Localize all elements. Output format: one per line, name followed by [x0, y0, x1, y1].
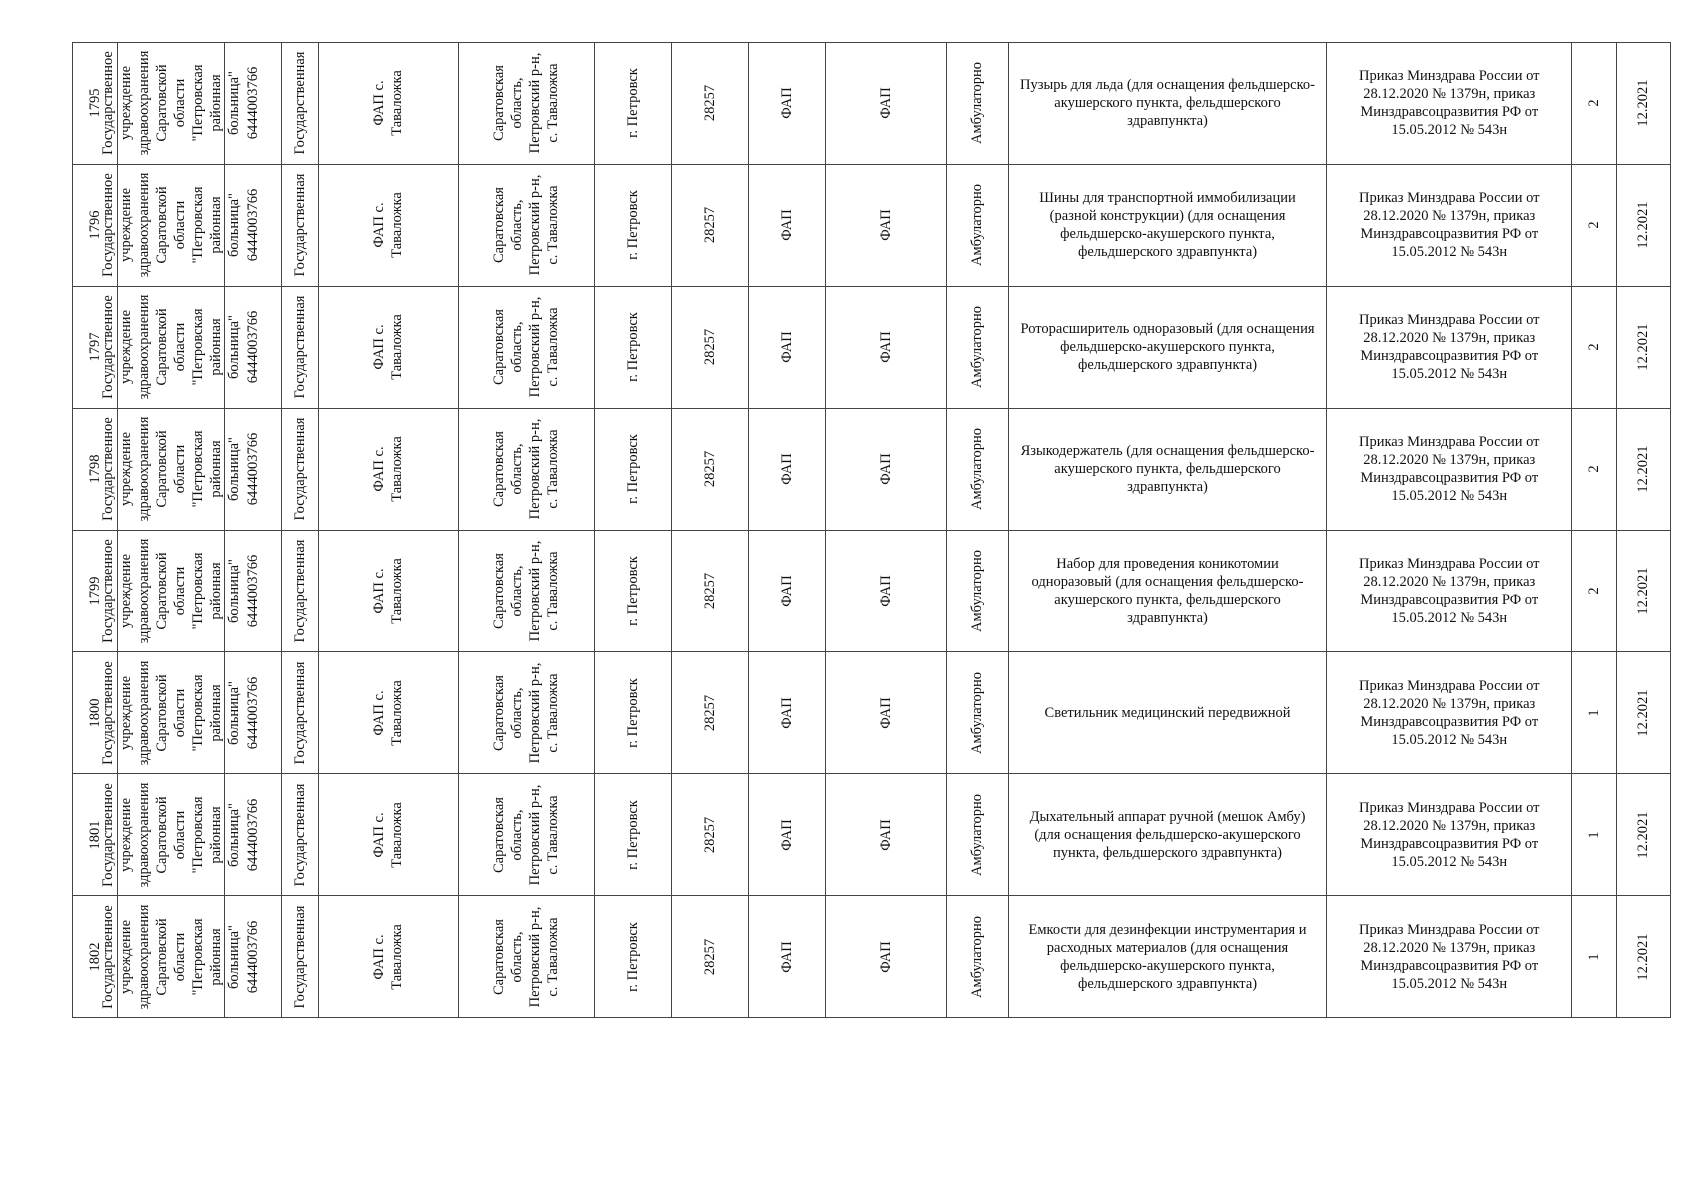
- oktmo-code-cell: [671, 408, 749, 530]
- table-row: [73, 408, 1671, 530]
- quantity-cell: [1572, 164, 1617, 286]
- inn-code: 6444003766: [245, 67, 262, 140]
- city-name: г. Петровск: [624, 556, 641, 626]
- ownership-type-cell: [282, 774, 318, 896]
- facility-name: ФАП с. Таваложка: [371, 436, 406, 502]
- facility-type: ФАП: [778, 575, 795, 607]
- oktmo-code: 28257: [701, 572, 718, 610]
- city-name: г. Петровск: [624, 68, 641, 139]
- facility-address: Саратовская область, Петровский р-н, с. Таваложка: [491, 906, 562, 1008]
- oktmo-code-cell: [671, 774, 749, 896]
- ownership-type-cell: [282, 408, 318, 530]
- inn-code-cell: [225, 164, 282, 286]
- care-form: Амбулаторно: [969, 184, 986, 267]
- quantity-cell: [1572, 408, 1617, 530]
- equipment-item: Пузырь для льда (для оснащения фельдшерско-акушерского пункта, фельдшерского здравпункта): [1008, 43, 1327, 165]
- facility-subtype: ФАП: [877, 453, 894, 485]
- inn-code-cell: [225, 408, 282, 530]
- oktmo-code: 28257: [701, 85, 718, 122]
- facility-subtype-cell: [825, 286, 946, 408]
- facility-address-cell: [458, 286, 594, 408]
- facility-address: Саратовская область, Петровский р-н, с. Таваложка: [491, 662, 562, 764]
- care-form-cell: [946, 408, 1008, 530]
- inn-code: 6444003766: [245, 310, 262, 384]
- quantity: 1: [1585, 831, 1602, 839]
- row-number: 1799: [86, 576, 103, 606]
- facility-subtype: ФАП: [877, 209, 894, 242]
- quantity-cell: [1572, 43, 1617, 165]
- inn-code-cell: [225, 652, 282, 774]
- table-row: [73, 774, 1671, 896]
- quantity-cell: [1572, 652, 1617, 774]
- facility-type-cell: [749, 43, 826, 165]
- facility-name-cell: [318, 896, 458, 1018]
- facility-address: Саратовская область, Петровский р-н, с. Таваложка: [491, 296, 562, 398]
- row-number: 1802: [86, 942, 103, 972]
- ownership-type-cell: [282, 43, 318, 165]
- care-form: Амбулаторно: [969, 62, 986, 145]
- oktmo-code: 28257: [701, 207, 718, 244]
- care-form-cell: [946, 530, 1008, 652]
- facility-name-cell: [318, 408, 458, 530]
- oktmo-code-cell: [671, 896, 749, 1018]
- city-name: г. Петровск: [624, 799, 641, 870]
- care-form-cell: [946, 164, 1008, 286]
- city-name-cell: [594, 774, 671, 896]
- city-name: г. Петровск: [624, 678, 641, 748]
- city-name-cell: [594, 164, 671, 286]
- regulatory-order: Приказ Минздрава России от 28.12.2020 № 1379н, приказ Минздравсоцразвития РФ от 15.05.2012 № 543н: [1327, 408, 1572, 530]
- row-number: 1797: [86, 332, 103, 362]
- regulatory-order: Приказ Минздрава России от 28.12.2020 № 1379н, приказ Минздравсоцразвития РФ от 15.05.2012 № 543н: [1327, 286, 1572, 408]
- quantity-cell: [1572, 530, 1617, 652]
- regulatory-order: Приказ Минздрава России от 28.12.2020 № 1379н, приказ Минздравсоцразвития РФ от 15.05.2012 № 543н: [1327, 774, 1572, 896]
- facility-address: Саратовская область, Петровский р-н, с. Таваложка: [491, 784, 562, 886]
- inn-code-cell: [225, 774, 282, 896]
- facility-type: ФАП: [778, 209, 795, 242]
- organization-name: Государственное учреждение здравоохранения Саратовской области "Петровская районная больница": [99, 904, 242, 1010]
- row-number: 1801: [86, 820, 103, 850]
- inn-code: 6444003766: [245, 554, 262, 628]
- equipment-item: Шины для транспортной иммобилизации (разной конструкции) (для оснащения фельдшерско-акушерского пункта, фельдшерского здравпункта): [1008, 164, 1327, 286]
- city-name: г. Петровск: [624, 190, 641, 261]
- quantity: 2: [1585, 343, 1602, 351]
- row-number: 1800: [86, 698, 103, 728]
- row-number: 1795: [86, 88, 103, 118]
- facility-type: ФАП: [778, 697, 795, 729]
- facility-name: ФАП с. Таваложка: [371, 314, 406, 380]
- oktmo-code-cell: [671, 530, 749, 652]
- care-form-cell: [946, 43, 1008, 165]
- due-date-cell: [1616, 896, 1670, 1018]
- facility-name: ФАП с. Таваложка: [371, 192, 406, 259]
- facility-subtype-cell: [825, 530, 946, 652]
- organization-name-cell: [99, 408, 242, 530]
- organization-name: Государственное учреждение здравоохранения Саратовской области "Петровская районная больница": [99, 782, 242, 888]
- facility-address-cell: [458, 896, 594, 1018]
- row-number: 1798: [86, 454, 103, 484]
- inn-code: 6444003766: [245, 676, 262, 750]
- equipment-item: Роторасширитель одноразовый (для оснащения фельдшерско-акушерского пункта, фельдшерского здравпункта): [1008, 286, 1327, 408]
- inn-code: 6444003766: [245, 189, 262, 262]
- regulatory-order: Приказ Минздрава России от 28.12.2020 № 1379н, приказ Минздравсоцразвития РФ от 15.05.2012 № 543н: [1327, 164, 1572, 286]
- organization-name-cell: [99, 896, 242, 1018]
- facility-address-cell: [458, 652, 594, 774]
- ownership-type: Государственная: [291, 539, 308, 643]
- ownership-type: Государственная: [291, 417, 308, 521]
- facility-type: ФАП: [778, 331, 795, 363]
- organization-name: Государственное учреждение здравоохранения Саратовской области "Петровская районная больница": [99, 51, 242, 156]
- due-date-cell: [1616, 652, 1670, 774]
- facility-name-cell: [318, 164, 458, 286]
- facility-subtype-cell: [825, 896, 946, 1018]
- quantity: 1: [1585, 953, 1602, 961]
- organization-name: Государственное учреждение здравоохранения Саратовской области "Петровская районная больница": [99, 172, 242, 278]
- inn-code-cell: [225, 43, 282, 165]
- table-row: [73, 43, 1671, 165]
- oktmo-code-cell: [671, 652, 749, 774]
- due-date: 12.2021: [1635, 567, 1652, 615]
- ownership-type-cell: [282, 286, 318, 408]
- facility-subtype-cell: [825, 774, 946, 896]
- ownership-type: Государственная: [291, 295, 308, 399]
- facility-subtype: ФАП: [877, 575, 894, 607]
- quantity: 1: [1585, 709, 1602, 717]
- ownership-type: Государственная: [291, 783, 308, 887]
- care-form: Амбулаторно: [969, 915, 986, 998]
- due-date-cell: [1616, 164, 1670, 286]
- facility-type-cell: [749, 896, 826, 1018]
- city-name-cell: [594, 530, 671, 652]
- inn-code-cell: [225, 896, 282, 1018]
- oktmo-code-cell: [671, 164, 749, 286]
- inn-code: 6444003766: [245, 432, 262, 506]
- city-name: г. Петровск: [624, 434, 641, 504]
- facility-name-cell: [318, 774, 458, 896]
- facility-subtype: ФАП: [877, 331, 894, 363]
- care-form: Амбулаторно: [969, 549, 986, 633]
- due-date: 12.2021: [1635, 323, 1652, 371]
- due-date-cell: [1616, 530, 1670, 652]
- facility-type-cell: [749, 408, 826, 530]
- due-date-cell: [1616, 43, 1670, 165]
- facility-name-cell: [318, 43, 458, 165]
- organization-name: Государственное учреждение здравоохранения Саратовской области "Петровская районная больница": [99, 416, 242, 522]
- care-form-cell: [946, 896, 1008, 1018]
- city-name-cell: [594, 286, 671, 408]
- city-name-cell: [594, 43, 671, 165]
- inn-code-cell: [225, 286, 282, 408]
- care-form-cell: [946, 652, 1008, 774]
- due-date-cell: [1616, 774, 1670, 896]
- care-form-cell: [946, 286, 1008, 408]
- ownership-type-cell: [282, 530, 318, 652]
- quantity-cell: [1572, 286, 1617, 408]
- due-date: 12.2021: [1635, 689, 1652, 737]
- regulatory-order: Приказ Минздрава России от 28.12.2020 № 1379н, приказ Минздравсоцразвития РФ от 15.05.2012 № 543н: [1327, 652, 1572, 774]
- oktmo-code-cell: [671, 43, 749, 165]
- facility-address-cell: [458, 530, 594, 652]
- facility-type: ФАП: [778, 819, 795, 851]
- facility-name: ФАП с. Таваложка: [371, 923, 406, 990]
- due-date-cell: [1616, 286, 1670, 408]
- facility-subtype-cell: [825, 652, 946, 774]
- facility-subtype-cell: [825, 408, 946, 530]
- facility-name-cell: [318, 286, 458, 408]
- facility-type: ФАП: [778, 453, 795, 485]
- ownership-type: Государственная: [291, 661, 308, 765]
- facility-address: Саратовская область, Петровский р-н, с. Таваложка: [491, 540, 562, 642]
- facility-type-cell: [749, 164, 826, 286]
- inn-code-cell: [225, 530, 282, 652]
- city-name: г. Петровск: [624, 921, 641, 992]
- due-date: 12.2021: [1635, 79, 1652, 127]
- care-form: Амбулаторно: [969, 306, 986, 389]
- oktmo-code: 28257: [701, 938, 718, 975]
- ownership-type: Государственная: [291, 905, 308, 1009]
- facility-subtype-cell: [825, 43, 946, 165]
- facility-type-cell: [749, 530, 826, 652]
- facility-subtype: ФАП: [877, 940, 894, 973]
- regulatory-order: Приказ Минздрава России от 28.12.2020 № 1379н, приказ Минздравсоцразвития РФ от 15.05.2012 № 543н: [1327, 530, 1572, 652]
- organization-name: Государственное учреждение здравоохранения Саратовской области "Петровская районная больница": [99, 660, 242, 766]
- facility-address-cell: [458, 774, 594, 896]
- oktmo-code: 28257: [701, 329, 718, 366]
- due-date-cell: [1616, 408, 1670, 530]
- facility-address-cell: [458, 43, 594, 165]
- facility-subtype: ФАП: [877, 697, 894, 729]
- due-date: 12.2021: [1635, 201, 1652, 249]
- due-date: 12.2021: [1635, 933, 1652, 981]
- organization-name-cell: [99, 286, 242, 408]
- organization-name-cell: [99, 530, 242, 652]
- oktmo-code: 28257: [701, 694, 718, 732]
- inn-code: 6444003766: [245, 920, 262, 993]
- oktmo-code: 28257: [701, 450, 718, 488]
- facility-name: ФАП с. Таваложка: [371, 558, 406, 624]
- oktmo-code: 28257: [701, 816, 718, 853]
- city-name-cell: [594, 652, 671, 774]
- organization-name: Государственное учреждение здравоохранения Саратовской области "Петровская районная больница": [99, 294, 242, 400]
- quantity-cell: [1572, 774, 1617, 896]
- facility-type-cell: [749, 286, 826, 408]
- table-row: [73, 896, 1671, 1018]
- equipment-table: [72, 42, 1671, 1018]
- ownership-type-cell: [282, 896, 318, 1018]
- facility-type-cell: [749, 774, 826, 896]
- city-name-cell: [594, 896, 671, 1018]
- organization-name-cell: [99, 652, 242, 774]
- quantity: 2: [1585, 99, 1602, 108]
- equipment-item: Языкодержатель (для оснащения фельдшерско-акушерского пункта, фельдшерского здравпункта): [1008, 408, 1327, 530]
- table-row: [73, 652, 1671, 774]
- organization-name-cell: [99, 164, 242, 286]
- facility-address: Саратовская область, Петровский р-н, с. Таваложка: [491, 174, 562, 276]
- due-date: 12.2021: [1635, 811, 1652, 859]
- care-form-cell: [946, 774, 1008, 896]
- quantity-cell: [1572, 896, 1617, 1018]
- equipment-item: Дыхательный аппарат ручной (мешок Амбу) (для оснащения фельдшерско-акушерского пункта, фельдшерского здравпункта): [1008, 774, 1327, 896]
- facility-subtype-cell: [825, 164, 946, 286]
- equipment-item: Емкости для дезинфекции инструментария и расходных материалов (для оснащения фельдшерско-акушерского пункта, фельдшерского здравпункта): [1008, 896, 1327, 1018]
- facility-address: Саратовская область, Петровский р-н, с. Таваложка: [491, 418, 562, 520]
- facility-address: Саратовская область, Петровский р-н, с. Таваложка: [491, 53, 562, 154]
- table-row: [73, 286, 1671, 408]
- table-row: [73, 530, 1671, 652]
- regulatory-order: Приказ Минздрава России от 28.12.2020 № 1379н, приказ Минздравсоцразвития РФ от 15.05.2012 № 543н: [1327, 43, 1572, 165]
- ownership-type-cell: [282, 652, 318, 774]
- city-name: г. Петровск: [624, 312, 641, 383]
- facility-address-cell: [458, 408, 594, 530]
- organization-name: Государственное учреждение здравоохранения Саратовской области "Петровская районная больница": [99, 538, 242, 644]
- organization-name-cell: [99, 774, 242, 896]
- facility-type-cell: [749, 652, 826, 774]
- facility-name: ФАП с. Таваложка: [371, 70, 406, 137]
- row-number: 1796: [86, 210, 103, 240]
- inn-code: 6444003766: [245, 798, 262, 872]
- due-date: 12.2021: [1635, 445, 1652, 493]
- care-form: Амбулаторно: [969, 793, 986, 876]
- facility-subtype: ФАП: [877, 87, 894, 120]
- equipment-item: Набор для проведения коникотомии одноразовый (для оснащения фельдшерско-акушерского пункта, фельдшерского здравпункта): [1008, 530, 1327, 652]
- facility-type: ФАП: [778, 940, 795, 973]
- care-form: Амбулаторно: [969, 671, 986, 754]
- facility-name-cell: [318, 652, 458, 774]
- facility-type: ФАП: [778, 87, 795, 120]
- equipment-item: Светильник медицинский передвижной: [1008, 652, 1327, 774]
- quantity: 2: [1585, 221, 1602, 229]
- facility-subtype: ФАП: [877, 819, 894, 851]
- facility-name-cell: [318, 530, 458, 652]
- quantity: 2: [1585, 587, 1602, 595]
- quantity: 2: [1585, 465, 1602, 473]
- oktmo-code-cell: [671, 286, 749, 408]
- ownership-type: Государственная: [291, 51, 308, 155]
- regulatory-order: Приказ Минздрава России от 28.12.2020 № 1379н, приказ Минздравсоцразвития РФ от 15.05.2012 № 543н: [1327, 896, 1572, 1018]
- ownership-type: Государственная: [291, 173, 308, 277]
- organization-name-cell: [99, 43, 242, 165]
- city-name-cell: [594, 408, 671, 530]
- table-row: [73, 164, 1671, 286]
- care-form: Амбулаторно: [969, 428, 986, 511]
- ownership-type-cell: [282, 164, 318, 286]
- facility-address-cell: [458, 164, 594, 286]
- facility-name: ФАП с. Таваложка: [371, 802, 406, 868]
- facility-name: ФАП с. Таваложка: [371, 680, 406, 746]
